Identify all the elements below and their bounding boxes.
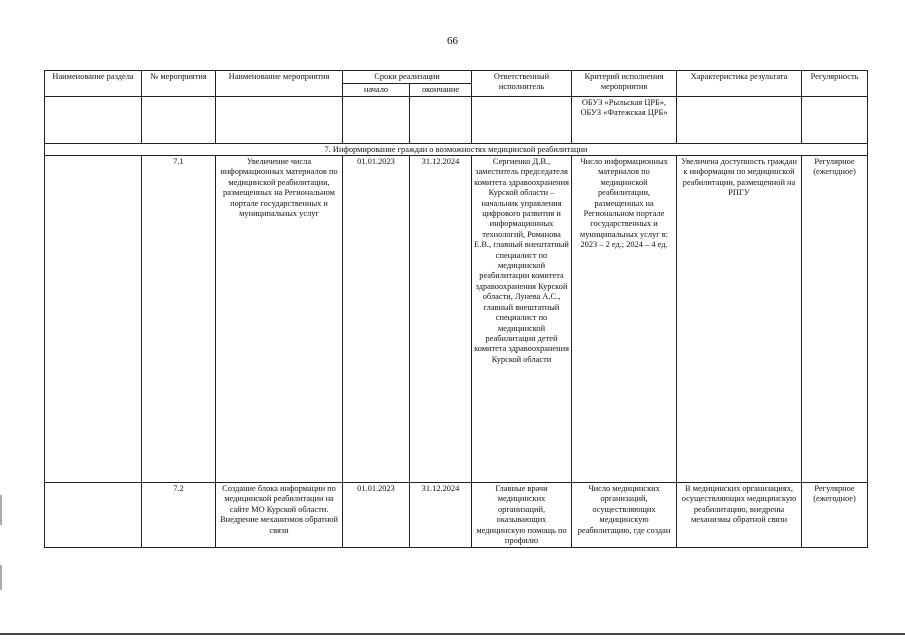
page-bottom-edge [0,633,905,635]
row-start: 01.01.2023 [343,156,410,483]
header-section-name: Наименование раздела [45,71,142,97]
action-plan-table [44,70,868,548]
section-title: 7. Информирование граждан о возможностях медицинской реабилитации [45,144,868,156]
header-event-number: № мероприятия [142,71,216,97]
table-cell [677,97,802,144]
table-cell [472,97,572,144]
row-end: 31.12.2024 [410,156,472,483]
row-end: 31.12.2024 [410,483,472,548]
table-row [45,483,868,548]
section-title-row [45,144,868,156]
row-regularity: Регулярное (ежегодное) [802,156,868,483]
row-section [45,483,142,548]
continuation-row [45,97,868,144]
row-result: Увеличена доступность граждан к информации по медицинской реабилитации, размещенной на РПГУ [677,156,802,483]
continuation-criterion: ОБУЗ «Рыльская ЦРБ», ОБУЗ «Фатежская ЦРБ» [572,97,677,144]
row-number: 7.1 [142,156,216,483]
row-regularity: Регулярное (ежегодное) [802,483,868,548]
table-cell [343,97,410,144]
scan-artifact [0,495,2,525]
row-start: 01.01.2023 [343,483,410,548]
row-criterion: Число информационных материалов по медицинской реабилитации, размещенных на Региональном портале государственных и муниципальных услуг в: 2023 – 2 ед.; 2024 – 4 ед. [572,156,677,483]
row-section [45,156,142,483]
table-cell [410,97,472,144]
header-result: Характеристика результата [677,71,802,97]
table-row [45,156,868,483]
header-row-1 [45,71,868,84]
table-cell [216,97,343,144]
row-criterion: Число медицинских организаций, осуществляющих медицинскую реабилитацию, где создан [572,483,677,548]
table-cell [45,97,142,144]
row-result: В медицинских организациях, осуществляющих медицинскую реабилитацию, внедрены механизмы обратной связи [677,483,802,548]
header-criterion: Критерий исполнения мероприятия [572,71,677,97]
header-event-name: Наименование мероприятия [216,71,343,97]
row-responsible: Сергиенко Д.В., заместитель председателя комитета здравоохранения Курской области – начальник управления цифрового развития и информационных технологий, Романова Е.В., главный внештатный специалист по медицинской реабилитации комитета здравоохранения Курской области, Лунева А.С., главный внештатный специалист по медицинской реабилитации детей комитета здравоохранения Курской области [472,156,572,483]
page-number: 66 [447,35,458,47]
table-cell [142,97,216,144]
row-responsible: Главные врачи медицинских организаций, оказывающих медицинскую помощь по профилю [472,483,572,548]
row-event: Увеличение числа информационных материалов по медицинской реабилитации, размещенных на Региональном портале государственных и муниципальных услуг [216,156,343,483]
header-start: начало [343,84,410,97]
table-cell [802,97,868,144]
header-period: Сроки реализации [343,71,472,84]
row-number: 7.2 [142,483,216,548]
header-end: окончание [410,84,472,97]
row-event: Создание блока информации по медицинской реабилитации на сайте МО Курской области. Внедрение механизмов обратной связи [216,483,343,548]
header-responsible: Ответственный исполнитель [472,71,572,97]
header-regularity: Регулярность [802,71,868,97]
scan-artifact [0,565,2,590]
